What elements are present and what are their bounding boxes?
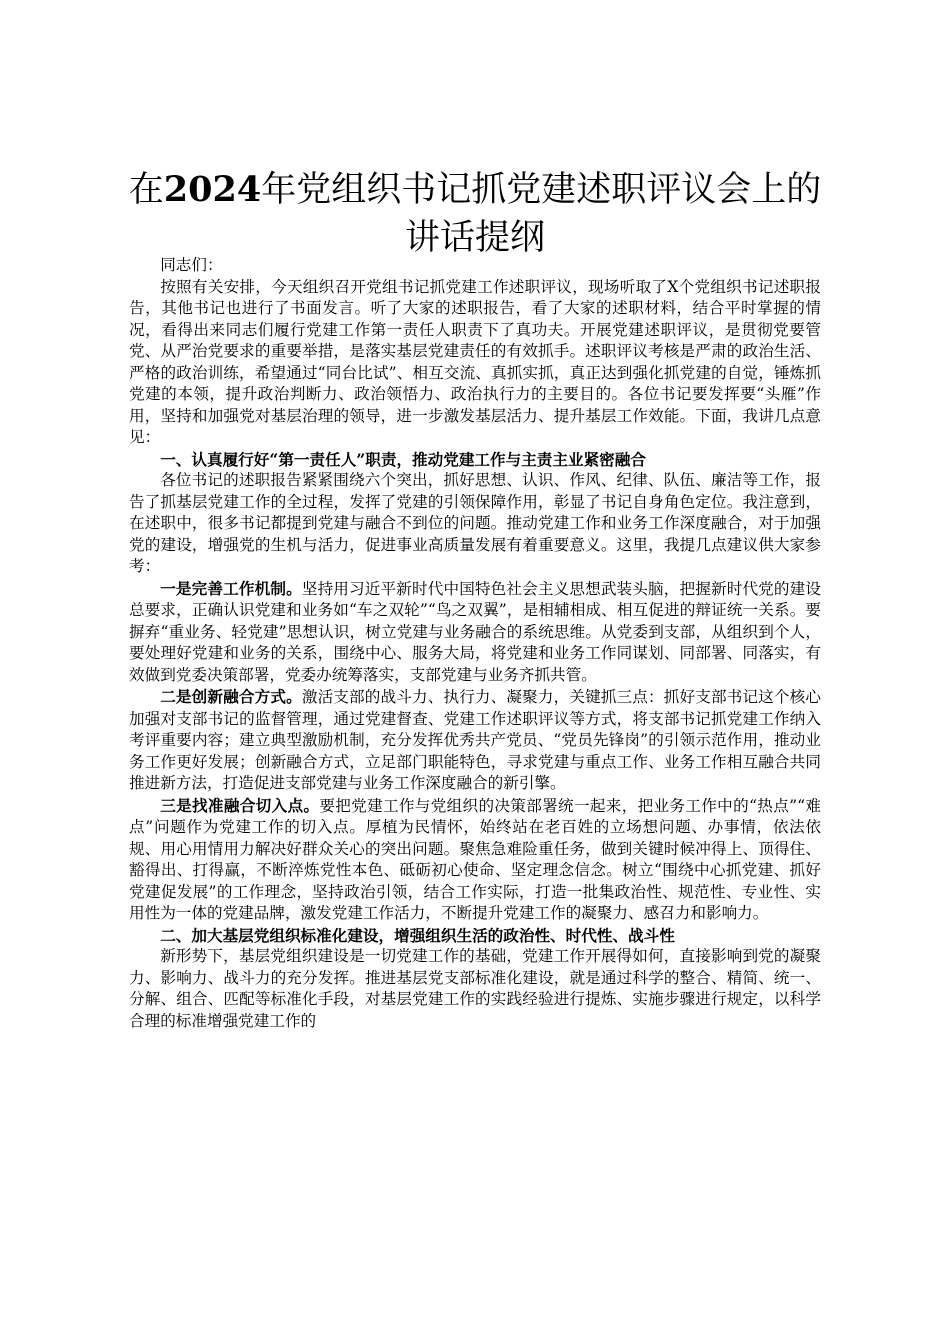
section-1-heading: 一、认真履行好“第一责任人”职责，推动党建工作与主责主业紧密融合 [160,449,646,469]
salutation: 同志们： [160,256,223,274]
document-title [120,166,830,262]
point-1-paragraph [129,578,821,687]
section-1-paragraph: 各位书记的述职报告紧紧围绕六个突出，抓好思想、认识、作风、纪律、队伍、廉洁等工作，报告了抓基层党建工作的全过程，发挥了党建的引领保障作用，彰显了书记自身角色定位。我注意到，在述职中，很多书记都提到党建与融合不到位的问题。推动党建工作和业务工作深度融合，对于加强党的建设，增强党的生机与活力，促进事业高质量发展有着重要意义。这里，我提几点建议供大家参考： [129,471,821,575]
intro-paragraph: 按照有关安排，今天组织召开党组书记抓党建工作述职评议，现场听取了X个党组织书记述职报告，其他书记也进行了书面发言。听了大家的述职报告，看了大家的述职材料，结合平时掌握的情况，看得出来同志们履行党建工作第一责任人职责下了真功夫。开展党建述职评议，是贯彻党要管党、从严治党要求的重要举措，是落实基层党建责任的有效抓手。述职评议考核是严肃的政治生活、严格的政治训练，希望通过“同台比试”、相互交流、真抓实抓，真正达到强化抓党建的自觉，锤炼抓党建的本领，提升政治判断力、政治领悟力、政治执行力的主要目的。各位书记要发挥要“头雁”作用，坚持和加强党对基层治理的领导，进一步激发基层活力、提升基层工作效能。下面，我讲几点意见： [129,277,821,446]
point-3-lead: 三是找准融合切入点。 [160,795,320,815]
point-3-paragraph [129,795,821,925]
title-prefix: 在 [128,170,164,210]
point-1-lead: 一是完善工作机制。 [160,578,302,598]
point-3-body: 要把党建工作与党组织的决策部署统一起来，把业务工作中的“热点”“难点”问题作为党建工作的切入点。厚植为民情怀，始终站在老百姓的立场想问题、办事情，依法依规、用心用情用力解决好群众关心的突出问题。聚焦急难险重任务，做到关键时候冲得上、顶得住、豁得出、打得赢，不断淬炼党性本色、砥砺初心使命、坚定理念信念。树立“围绕中心抓党建、抓好党建促发展”的工作理念，坚持政治引领，结合工作实际，打造一批集政治性、规范性、专业性、实用性为一体的党建品牌，激发党建工作活力，不断提升党建工作的凝聚力、感召力和影响力。 [129,796,821,922]
point-2-paragraph [129,686,821,795]
point-2-lead: 二是创新融合方式。 [160,687,302,706]
section-2-paragraph: 新形势下，基层党组织建设是一切党建工作的基础，党建工作开展得如何，直接影响到党的凝聚力、影响力、战斗力的充分发挥。推进基层党支部标准化建设，就是通过科学的整合、精简、统一、分解、组合、匹配等标准化手段，对基层党建工作的实践经验进行提炼、实施步骤进行规定，以科学合理的标准增强党建工作的 [129,947,821,1030]
section-2-heading: 二、加大基层党组织标准化建设，增强组织生活的政治性、时代性、战斗性 [160,925,675,945]
document-body [129,255,821,1032]
title-suffix: 年党组织书记抓党建述职评议会上的讲话提纲 [261,170,822,258]
point-1-body: 坚持用习近平新时代中国特色社会主义思想武装头脑，把握新时代党的建设总要求，正确认识党建和业务如“车之双轮”“鸟之双翼”，是相辅相成、相互促进的辩证统一关系。要摒弃“重业务、轻党建”思想认识，树立党建与业务融合的系统思维。从党委到支部，从组织到个人，要处理好党建和业务的关系，围绕中心、服务大局，将党建和业务工作同谋划、同部署、同落实，有效做到党委决策部署，党委办统筹落实，支部党建与业务齐抓共管。 [129,579,821,684]
title-year: 2024 [163,169,262,210]
point-2-body: 激活支部的战斗力、执行力、凝聚力，关键抓三点：抓好支部书记这个核心加强对支部书记的监督管理，通过党建督查、党建工作述职评议等方式，将支部书记抓党建工作纳入考评重要内容；建立典型激励机制，充分发挥优秀共产党员、“党员先锋岗”的引领示范作用，推动业务工作更好发展；创新融合方式，立足部门职能特色，寻求党建与重点工作、业务工作相互融合共同推进新方法，打造促进支部党建与业务工作深度融合的新引擎。 [129,688,821,792]
